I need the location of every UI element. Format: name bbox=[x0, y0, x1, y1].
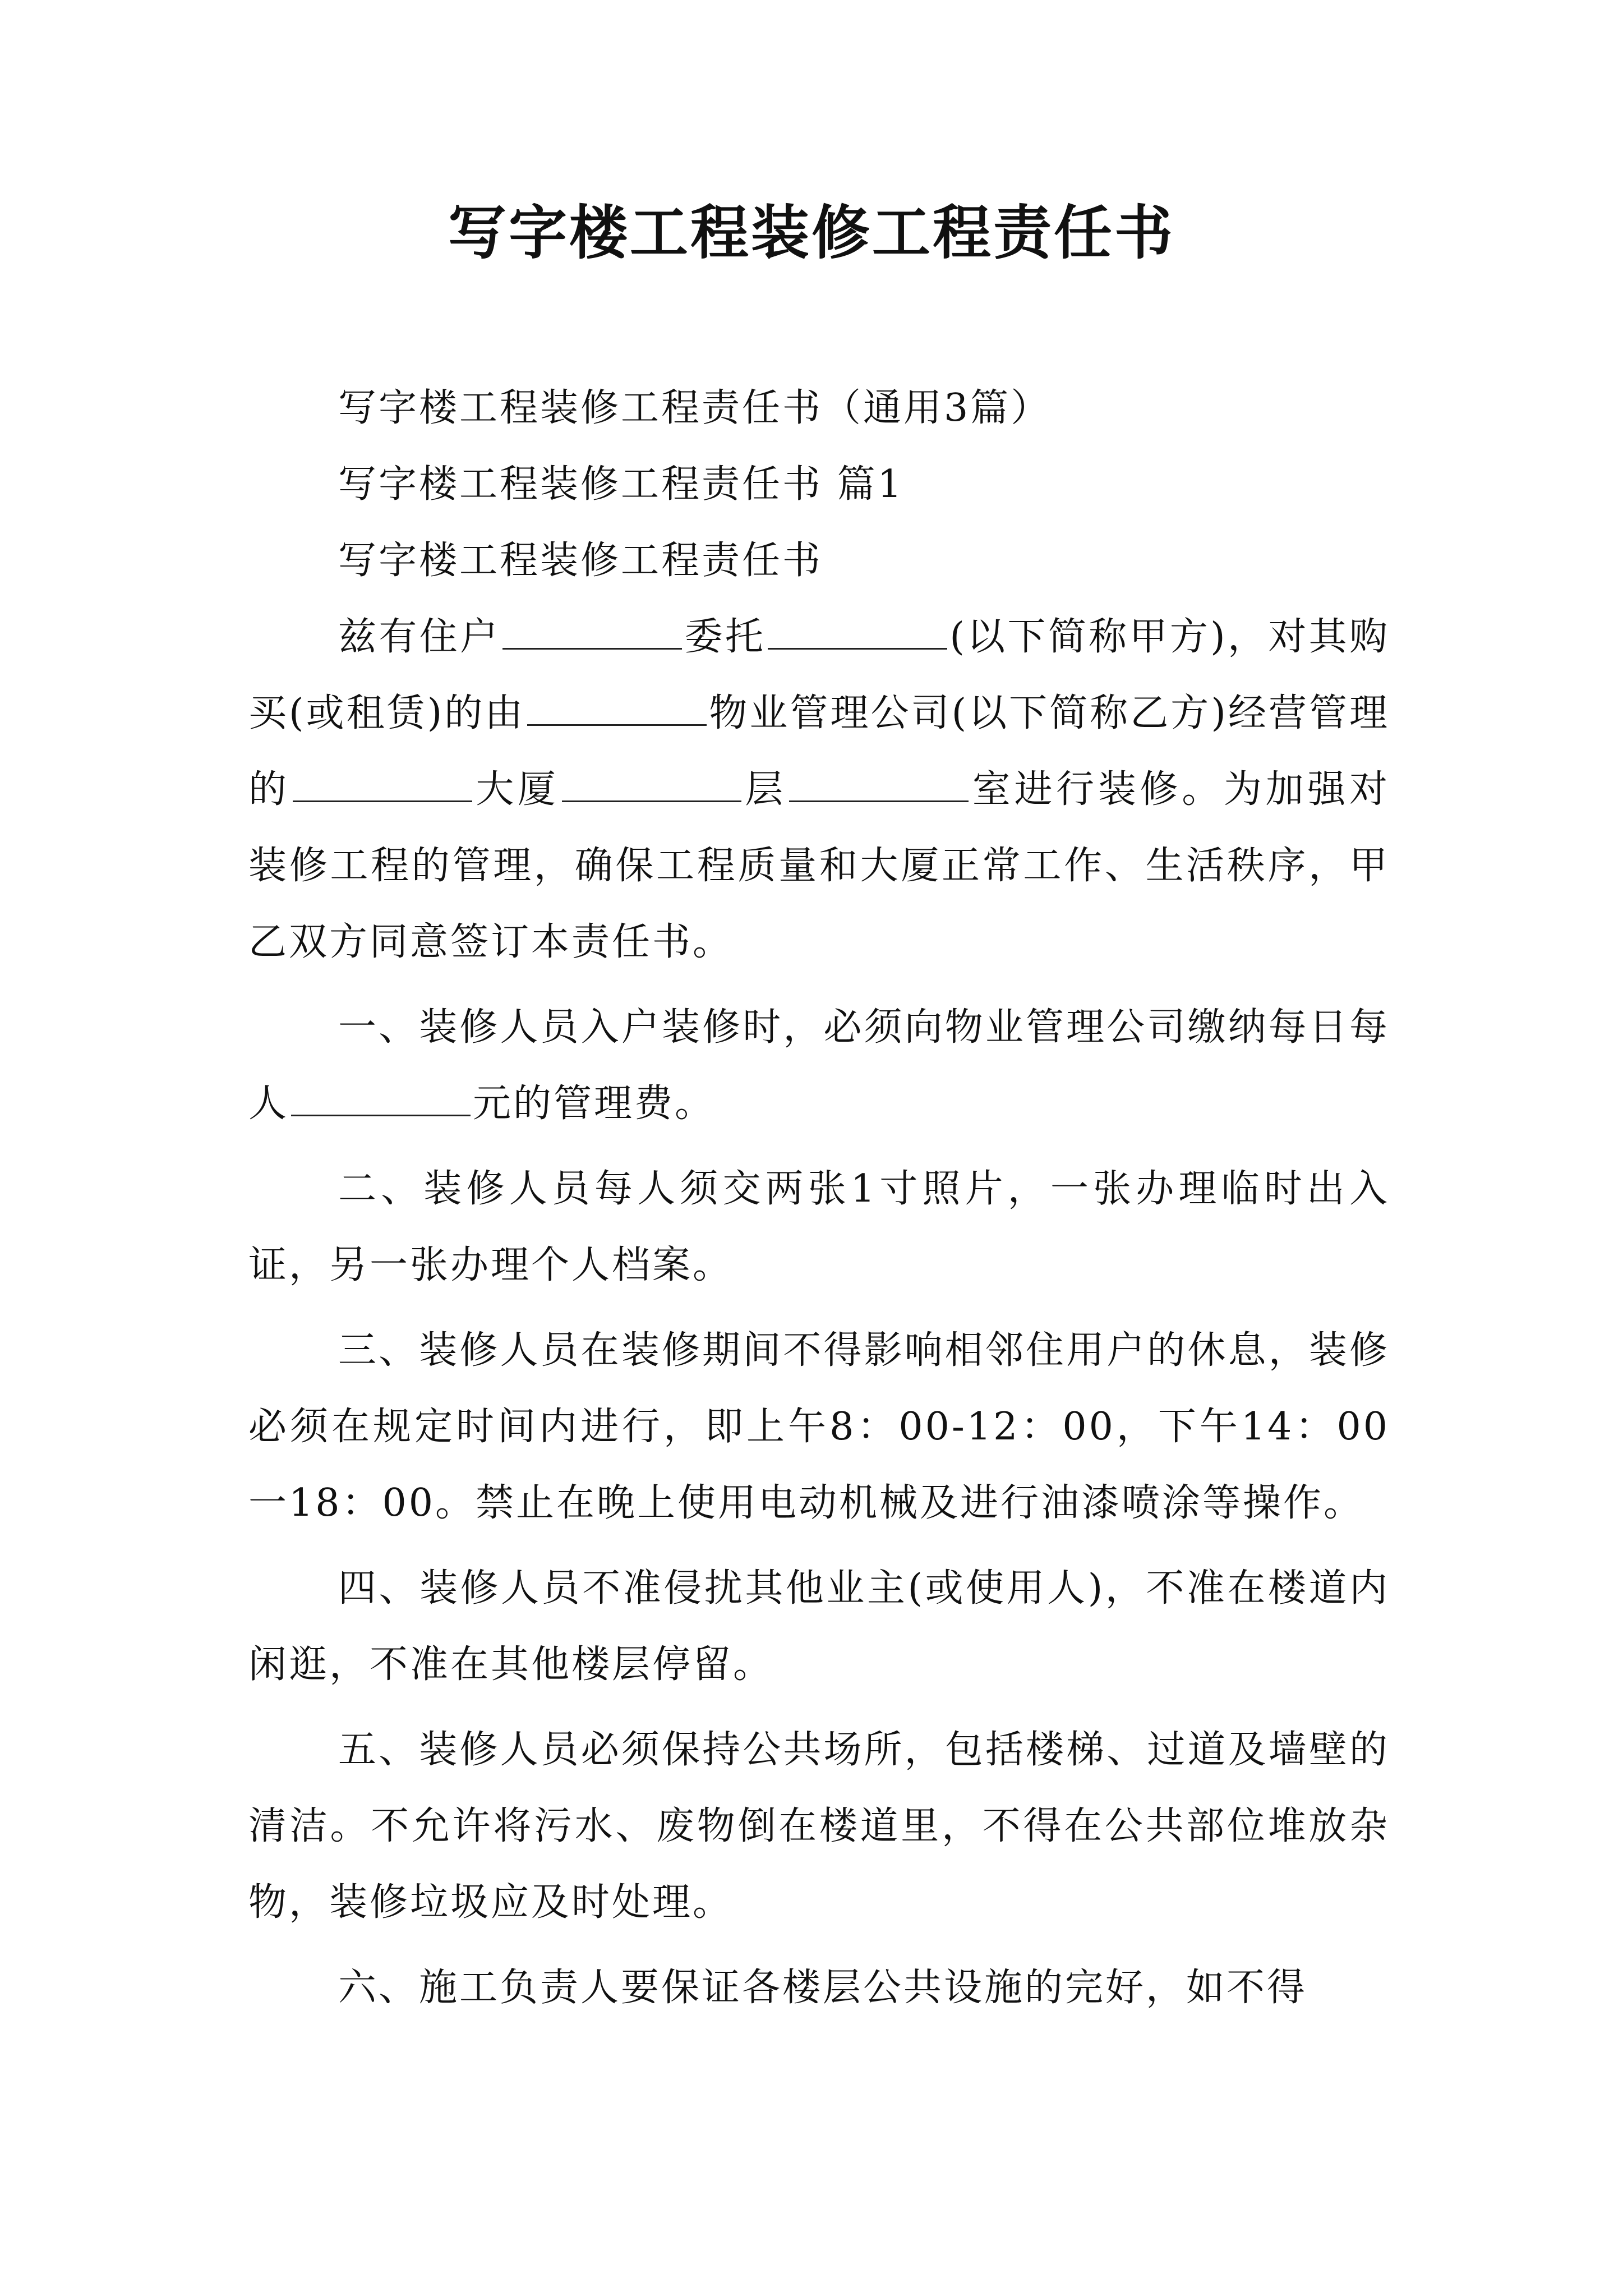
clause-1-seg-1: 一、装修人员入户装修时，必须向物业管理公司缴纳每日每人 bbox=[248, 1005, 1390, 1126]
subtitle-general: 写字楼工程装修工程责任书（通用3篇） bbox=[338, 386, 1052, 430]
room-blank[interactable] bbox=[789, 769, 969, 802]
clause-3: 三、装修人员在装修期间不得影响相邻住用户的休息，装修必须在规定时间内进行，即上午8：00-12：00，下午14：00一18：00。禁止在晚上使用电动机械及进行油漆喷涂等操作。 bbox=[248, 1328, 1390, 1525]
clause-1 bbox=[248, 990, 1390, 1142]
intro-seg-1: 兹有住户 bbox=[338, 615, 501, 659]
doc-heading: 写字楼工程装修工程责任书 bbox=[338, 539, 823, 583]
intro-seg-5: 大厦 bbox=[474, 767, 560, 812]
fee-blank[interactable] bbox=[291, 1083, 471, 1116]
floor-blank[interactable] bbox=[562, 769, 741, 802]
clause-6: 六、施工负责人要保证各楼层公共设施的完好，如不得 bbox=[338, 1966, 1308, 2010]
intro-seg-7: 室进行装修。为加强对装修工程的管理，确保工程质量和大厦正常工作、生活秩序，甲乙双方同意签订本责任书。 bbox=[248, 767, 1390, 964]
document-title: 写字楼工程装修工程责任书 bbox=[448, 198, 1175, 267]
part-heading: 写字楼工程装修工程责任书 篇1 bbox=[338, 462, 904, 507]
intro-paragraph bbox=[248, 599, 1390, 981]
entrusted-blank[interactable] bbox=[768, 616, 947, 650]
clause-4: 四、装修人员不准侵扰其他业主(或使用人)，不准在楼道内闲逛，不准在其他楼层停留。 bbox=[248, 1566, 1390, 1687]
document-body bbox=[248, 370, 1390, 2026]
clause-2: 二、装修人员每人须交两张1寸照片，一张办理临时出入证，另一张办理个人档案。 bbox=[248, 1167, 1390, 1287]
intro-seg-2: 委托 bbox=[684, 615, 766, 659]
resident-blank[interactable] bbox=[502, 616, 682, 650]
intro-seg-4: 物业管理公司(以下简称乙方)经营管理的 bbox=[248, 691, 1390, 812]
property-company-blank[interactable] bbox=[527, 693, 707, 726]
clause-1-seg-2: 元的管理费。 bbox=[473, 1082, 716, 1126]
intro-seg-3: (以下简称甲方)，对其购买(或租赁)的由 bbox=[248, 615, 1390, 735]
intro-seg-6: 层 bbox=[743, 767, 787, 812]
clause-5: 五、装修人员必须保持公共场所，包括楼梯、过道及墙壁的清洁。不允许将污水、废物倒在楼道里，不得在公共部位堆放杂物，装修垃圾应及时处理。 bbox=[248, 1728, 1390, 1925]
building-blank[interactable] bbox=[293, 769, 472, 802]
